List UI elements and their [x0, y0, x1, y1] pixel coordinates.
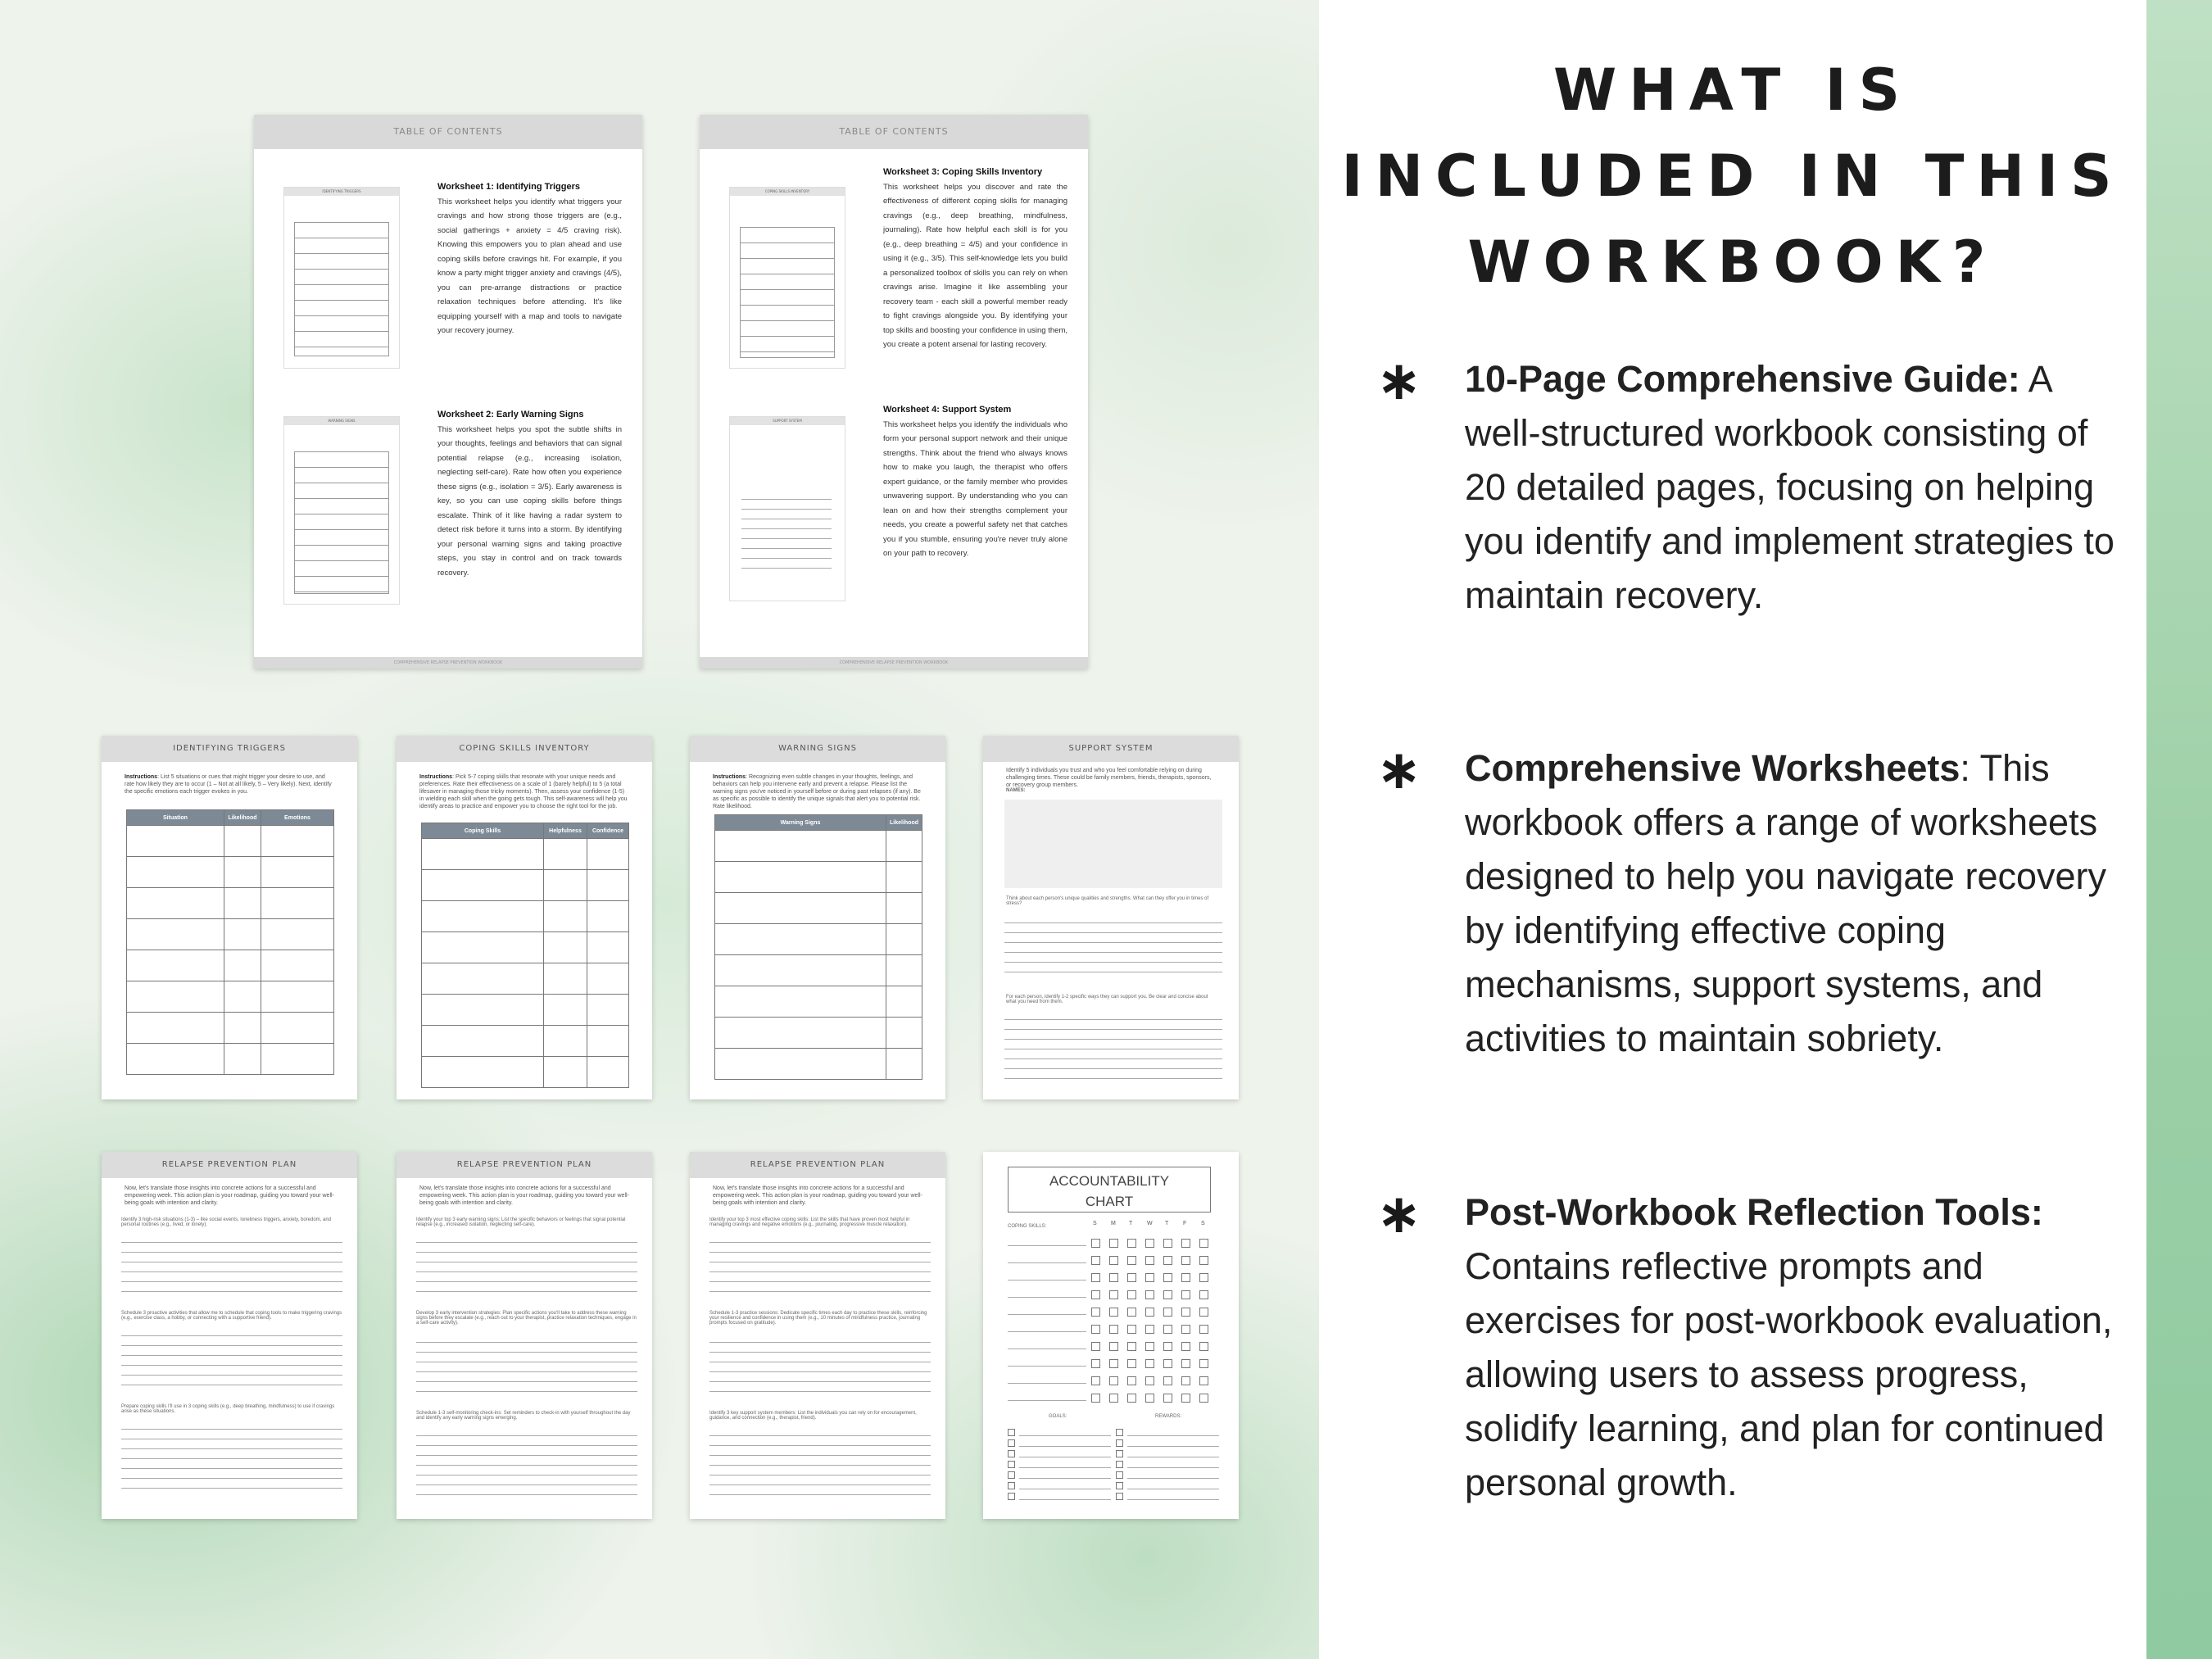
- habit-checkbox[interactable]: [1109, 1273, 1118, 1282]
- toc-thumb-2: [283, 416, 400, 605]
- habit-checkbox[interactable]: [1127, 1342, 1136, 1351]
- feature-bold: Post-Workbook Reflection Tools:: [1465, 1191, 2043, 1233]
- list-checkbox[interactable]: [1116, 1429, 1123, 1436]
- habit-checkbox[interactable]: [1163, 1290, 1172, 1299]
- habit-checkbox[interactable]: [1145, 1308, 1154, 1317]
- support-prompt-2: For each person, identify 1-2 specific ways they can support you. Be clear and concise about what you need from them.: [1006, 995, 1208, 1004]
- habit-line: [1008, 1297, 1086, 1298]
- toc-entry-body: This worksheet helps you discover and rate the effectiveness of different coping skills for managing cravings (e.g., deep breathing, mindfulness, journaling). Rate how helpful each skill is for you (e.g., deep breathing = 4/5) and your confidence in using it (e.g., 3/5). This self-knowledge lets you build a personalized toolbox of skills you can rely on when cravings arise. Imagine it like assembling your recovery team - each skill a powerful member ready to fight cravings alongside you. By identifying your top skills and boosting your confidence in using them, you create a potent arsenal for lasting recovery.: [883, 182, 1067, 349]
- toc-entry-heading: Worksheet 4: Support System: [883, 405, 1012, 415]
- col-warning-signs: Warning Signs: [715, 815, 886, 831]
- habit-checkbox[interactable]: [1109, 1256, 1118, 1265]
- toc-entry-text: [437, 180, 622, 338]
- toc-footer: COMPREHENSIVE RELAPSE PREVENTION WORKBOOK: [700, 657, 1088, 669]
- habit-checkbox[interactable]: [1199, 1308, 1208, 1317]
- col-confidence: Confidence: [587, 823, 629, 839]
- thumb-table: [294, 222, 389, 356]
- col-emotions: Emotions: [261, 810, 334, 826]
- habit-checkbox[interactable]: [1145, 1376, 1154, 1385]
- habit-checkbox[interactable]: [1163, 1376, 1172, 1385]
- day-label: S: [1093, 1221, 1097, 1226]
- habit-checkbox[interactable]: [1091, 1394, 1100, 1403]
- habit-checkbox[interactable]: [1145, 1325, 1154, 1334]
- goals-list: [1008, 1429, 1114, 1511]
- toc-thumb-1: [283, 187, 400, 369]
- relapse-prompt-1: Identify your top 3 most effective coping skills: List the skills that have proven most helpful in managing cravings and negative emotions (e.g., journaling, progressive muscle relaxation).: [709, 1217, 910, 1227]
- worksheet-title: RELAPSE PREVENTION PLAN: [690, 1152, 945, 1178]
- habit-checkbox[interactable]: [1199, 1394, 1208, 1403]
- col-situation: Situation: [127, 810, 224, 826]
- habit-checkbox[interactable]: [1127, 1256, 1136, 1265]
- worksheet-title: IDENTIFYING TRIGGERS: [102, 736, 357, 762]
- habit-checkbox[interactable]: [1181, 1342, 1190, 1351]
- col-likelihood: Likelihood: [224, 810, 261, 826]
- list-line: [1127, 1499, 1219, 1500]
- instructions-text: : List 5 situations or cues that might trigger your desire to use, and rate how likely they are to occur (1 – Not at all likely, 5 – Very likely). Next, identify the specific emotions each trigger evokes in you.: [125, 774, 332, 795]
- asterisk-icon: ∗: [1376, 738, 1422, 801]
- habit-line: [1008, 1366, 1086, 1367]
- toc-thumb-title: SUPPORT SYSTEM: [730, 417, 845, 425]
- relapse-prompt-3: Identify 3 key support system members: List the individuals you can rely on for encouragement, guidance, and connection (e.g., therapist, friend).: [709, 1411, 917, 1421]
- worksheet-instructions: [397, 762, 652, 810]
- relapse-lines-3: [121, 1429, 342, 1498]
- habit-line: [1008, 1383, 1086, 1384]
- list-checkbox[interactable]: [1008, 1450, 1015, 1457]
- habit-checkbox[interactable]: [1163, 1256, 1172, 1265]
- day-label: T: [1165, 1221, 1169, 1226]
- habit-checkbox[interactable]: [1127, 1376, 1136, 1385]
- asterisk-icon: ∗: [1376, 349, 1422, 412]
- goals-label: GOALS:: [1049, 1414, 1067, 1419]
- title-line-2: INCLUDED IN THIS: [1341, 143, 2124, 210]
- title-line-3: WORKBOOK?: [1467, 229, 1998, 296]
- list-checkbox[interactable]: [1008, 1439, 1015, 1447]
- habit-checkbox[interactable]: [1127, 1325, 1136, 1334]
- names-box: [1004, 800, 1222, 888]
- asterisk-icon: ∗: [1376, 1182, 1422, 1245]
- habit-checkbox[interactable]: [1163, 1239, 1172, 1248]
- relapse-prompt-2: Schedule 3 proactive activities that allow me to schedule that coping tools to make triggering cravings (e.g., exercise class, a hobby, or connecting with a supportive friend).: [121, 1311, 342, 1321]
- habit-checkbox[interactable]: [1163, 1308, 1172, 1317]
- accountability-chart: [983, 1152, 1239, 1519]
- support-prompt-1: Think about each person's unique qualities and strengths. What can they offer you in times of stress?: [1006, 896, 1209, 906]
- toc-entry-heading: Worksheet 3: Coping Skills Inventory: [883, 167, 1043, 177]
- list-line: [1019, 1446, 1111, 1447]
- habit-checkbox[interactable]: [1145, 1239, 1154, 1248]
- habit-checkbox[interactable]: [1181, 1394, 1190, 1403]
- day-label: M: [1111, 1221, 1116, 1226]
- feature-text: [1465, 352, 2120, 623]
- habit-checkbox[interactable]: [1109, 1325, 1118, 1334]
- list-checkbox[interactable]: [1116, 1471, 1123, 1479]
- habit-checkbox[interactable]: [1199, 1239, 1208, 1248]
- habit-checkbox[interactable]: [1145, 1256, 1154, 1265]
- toc-entry-text: [883, 165, 1067, 352]
- day-label: T: [1129, 1221, 1133, 1226]
- col-coping-skills: Coping Skills: [422, 823, 544, 839]
- instructions-label: Instructions: [419, 774, 453, 780]
- thumb-table: [740, 227, 835, 358]
- toc-entry-body: This worksheet helps you spot the subtle shifts in your thoughts, feelings and behaviors that can signal potential relapse (e.g., increasing isolation, neglecting self-care). Rate how often you experience these signs (e.g., isolation = 3/5). Early awareness is key, so you can use coping skills before things escalate. Think of it like having a radar system to detect risk before it turns into a storm. By identifying your personal warning signs and taking proactive steps, you stay in control and on track towards recovery.: [437, 424, 622, 578]
- day-label: F: [1183, 1221, 1187, 1226]
- relapse-prompt-3: Prepare coping skills I'll use in 3 coping skills (e.g., deep breathing, mindfulness) to use if cravings arise as these situations.: [121, 1404, 335, 1414]
- habit-checkbox[interactable]: [1163, 1273, 1172, 1282]
- thumb-table: [294, 451, 389, 594]
- support-intro: Identify 5 individuals you trust and who you feel comfortable relying on during challenging times. These could be family members, friends, therapists, sponsors, or recovery group members.: [1006, 768, 1212, 788]
- relapse-prompt-2: Schedule 1-3 practice sessions: Dedicate specific times each day to practice these skills, reinforcing your resilience and confidence in using them (e.g., 10 minutes of mindfulness practice, journaling prompts focused on gratitude).: [709, 1311, 927, 1326]
- habit-checkbox[interactable]: [1199, 1342, 1208, 1351]
- toc-thumb-title: WARNING SIGNS: [284, 417, 399, 425]
- habit-checkbox[interactable]: [1109, 1239, 1118, 1248]
- habit-checkbox[interactable]: [1091, 1308, 1100, 1317]
- habit-checkbox[interactable]: [1145, 1359, 1154, 1368]
- habit-checkbox[interactable]: [1091, 1239, 1100, 1248]
- relapse-lines-1: [709, 1242, 931, 1301]
- habit-checkbox[interactable]: [1163, 1359, 1172, 1368]
- habit-checkbox[interactable]: [1127, 1359, 1136, 1368]
- relapse-lines-1: [121, 1242, 342, 1301]
- habit-checkbox[interactable]: [1091, 1256, 1100, 1265]
- accountability-title-line-2: CHART: [1085, 1194, 1134, 1209]
- habit-checkbox[interactable]: [1199, 1359, 1208, 1368]
- names-label: NAMES:: [1006, 788, 1026, 793]
- relapse-plan-1: [102, 1152, 357, 1519]
- habit-checkbox[interactable]: [1109, 1308, 1118, 1317]
- habit-line: [1008, 1245, 1086, 1246]
- relapse-lines-2: [121, 1335, 342, 1394]
- toc-entry-heading: Worksheet 1: Identifying Triggers: [437, 182, 580, 192]
- coping-table: [421, 823, 629, 1088]
- feature-body: : This workbook offers a range of worksheets designed to help you navigate recovery by identifying effective coping mechanisms, support systems, and activities to maintain sobriety.: [1465, 747, 2107, 1059]
- habit-checkbox[interactable]: [1127, 1273, 1136, 1282]
- relapse-lines-1: [416, 1242, 637, 1301]
- worksheet-instructions: [690, 762, 945, 810]
- decorative-strip: [2146, 0, 2212, 1659]
- list-line: [1127, 1467, 1219, 1468]
- toc-entry-body: This worksheet helps you identify the individuals who form your personal support network and their unique strengths. Think about the friend who always knows how to make you laugh, the therapist who offers expert guidance, or the family member who provides unwavering support. By understanding who you can lean on and how their strengths complement your needs, you create a powerful safety net that catches you if you stumble, ensuring you're never truly alone on your path to recovery.: [883, 419, 1067, 558]
- habit-checkbox[interactable]: [1163, 1342, 1172, 1351]
- toc-header: TABLE OF CONTENTS: [254, 115, 642, 149]
- thumb-lines: [741, 499, 832, 578]
- habit-checkbox[interactable]: [1091, 1342, 1100, 1351]
- habit-line: [1008, 1280, 1086, 1281]
- habit-checkbox[interactable]: [1127, 1239, 1136, 1248]
- list-line: [1019, 1435, 1111, 1436]
- habit-checkbox[interactable]: [1181, 1256, 1190, 1265]
- instructions-label: Instructions: [125, 774, 158, 780]
- day-label: S: [1201, 1221, 1205, 1226]
- feature-body: Contains reflective prompts and exercises for post-workbook evaluation, allowing users to assess progress, solidify learning, and plan for continued personal growth.: [1465, 1245, 2113, 1503]
- title-line-1: WHAT IS: [1552, 57, 1913, 124]
- toc-entry-heading: Worksheet 2: Early Warning Signs: [437, 410, 584, 419]
- toc-thumb-4: [729, 416, 845, 601]
- days-row: [1091, 1221, 1222, 1231]
- habit-checkbox[interactable]: [1181, 1239, 1190, 1248]
- relapse-intro: Now, let's translate those insights into concrete actions for a successful and empowering week. This action plan is your roadmap, guiding you toward your well-being goals with intention and clarity.: [125, 1185, 334, 1206]
- warning-table: [714, 814, 922, 1080]
- habit-checkbox[interactable]: [1109, 1342, 1118, 1351]
- support-lines-1: [1004, 922, 1222, 981]
- list-checkbox[interactable]: [1116, 1461, 1123, 1468]
- feature-bold: 10-Page Comprehensive Guide:: [1465, 358, 2020, 400]
- accountability-title-line-1: ACCOUNTABILITY: [1049, 1173, 1170, 1189]
- feature-text: [1465, 1185, 2120, 1510]
- day-label: W: [1147, 1221, 1153, 1226]
- habit-checkbox[interactable]: [1145, 1290, 1154, 1299]
- habit-checkbox[interactable]: [1199, 1325, 1208, 1334]
- habit-checkbox[interactable]: [1109, 1359, 1118, 1368]
- toc-thumb-title: IDENTIFYING TRIGGERS: [284, 188, 399, 196]
- habit-checkbox[interactable]: [1127, 1290, 1136, 1299]
- instructions-text: : Pick 5-7 coping skills that resonate with your unique needs and preferences. Rate their effectiveness on a scale of 1 (barely helpful) to 5 (a total lifesaver in managing those tricky moments). Then, assess your confidence (1-5) in wielding each skill when the going gets tough. This self-awareness will help you identify areas to practice and empower you to choose the right tool for the job.: [419, 774, 628, 809]
- coping-skills-label: COPING SKILLS:: [1008, 1224, 1047, 1229]
- habit-checkbox[interactable]: [1181, 1273, 1190, 1282]
- habit-line: [1008, 1314, 1086, 1315]
- list-checkbox[interactable]: [1008, 1429, 1015, 1436]
- list-checkbox[interactable]: [1008, 1482, 1015, 1489]
- habit-checkbox[interactable]: [1109, 1376, 1118, 1385]
- relapse-lines-3: [416, 1435, 637, 1504]
- list-checkbox[interactable]: [1116, 1493, 1123, 1500]
- habit-checkbox[interactable]: [1091, 1325, 1100, 1334]
- support-lines-2: [1004, 1019, 1222, 1088]
- habit-checkbox[interactable]: [1127, 1308, 1136, 1317]
- relapse-plan-3: [690, 1152, 945, 1519]
- relapse-prompt-1: Identify your top 3 early warning signs: List the specific behaviors or feelings that signal potential relapse (e.g., increased isolation, neglecting self-care).: [416, 1217, 626, 1227]
- habit-checkbox[interactable]: [1145, 1273, 1154, 1282]
- relapse-prompt-1: Identify 3 high-risk situations (1-3) – like social events, loneliness triggers, anxiety, boredom, and personal routines (e.g., lived, or lonely).: [121, 1217, 332, 1227]
- toc-page-2: [700, 115, 1088, 669]
- relapse-lines-3: [709, 1435, 931, 1504]
- relapse-intro: Now, let's translate those insights into concrete actions for a successful and empowering week. This action plan is your roadmap, guiding you toward your well-being goals with intention and clarity.: [419, 1185, 629, 1206]
- list-line: [1019, 1467, 1111, 1468]
- feature-text: [1465, 741, 2120, 1066]
- triggers-table: [126, 809, 334, 1075]
- panel-title: [1319, 48, 2146, 306]
- habit-line: [1008, 1262, 1086, 1263]
- relapse-lines-2: [709, 1342, 931, 1401]
- toc-header: TABLE OF CONTENTS: [700, 115, 1088, 149]
- habit-line: [1008, 1331, 1086, 1332]
- relapse-lines-2: [416, 1342, 637, 1401]
- toc-thumb-3: [729, 187, 845, 369]
- feature-body: A well-structured workbook consisting of 20 detailed pages, focusing on helping you identify and implement strategies to maintain recovery.: [1465, 358, 2115, 616]
- habit-checkbox[interactable]: [1163, 1325, 1172, 1334]
- list-line: [1127, 1435, 1219, 1436]
- list-line: [1019, 1499, 1111, 1500]
- worksheet-title: RELAPSE PREVENTION PLAN: [102, 1152, 357, 1178]
- habit-checkbox[interactable]: [1091, 1273, 1100, 1282]
- habit-checkbox[interactable]: [1109, 1290, 1118, 1299]
- relapse-prompt-3: Schedule 1-3 self-monitoring check-ins: Set reminders to check-in with yourself throughout the day and identify any early warning signs emerging.: [416, 1411, 631, 1421]
- habit-checkbox[interactable]: [1091, 1376, 1100, 1385]
- habit-checkbox[interactable]: [1163, 1394, 1172, 1403]
- habit-checkbox[interactable]: [1199, 1273, 1208, 1282]
- rewards-list: [1116, 1429, 1222, 1511]
- relapse-plan-2: [397, 1152, 652, 1519]
- list-checkbox[interactable]: [1116, 1439, 1123, 1447]
- list-checkbox[interactable]: [1008, 1461, 1015, 1468]
- worksheet-title: RELAPSE PREVENTION PLAN: [397, 1152, 652, 1178]
- habit-checkbox[interactable]: [1181, 1308, 1190, 1317]
- habit-checkbox[interactable]: [1199, 1256, 1208, 1265]
- habit-checkbox[interactable]: [1127, 1394, 1136, 1403]
- worksheet-title: COPING SKILLS INVENTORY: [397, 736, 652, 762]
- list-checkbox[interactable]: [1116, 1482, 1123, 1489]
- habit-checkbox[interactable]: [1199, 1290, 1208, 1299]
- habit-checkbox[interactable]: [1091, 1359, 1100, 1368]
- habit-checkbox[interactable]: [1181, 1325, 1190, 1334]
- toc-entry-text: [437, 408, 622, 580]
- relapse-prompt-2: Develop 3 early intervention strategies: Plan specific actions you'll take to address these warning signs before they escalate (e.g., reach out to your therapist, practice relaxation techniques, engage in a self-care activity).: [416, 1311, 637, 1326]
- habit-checkbox[interactable]: [1181, 1290, 1190, 1299]
- habit-checkbox[interactable]: [1091, 1290, 1100, 1299]
- info-panel: [1319, 0, 2146, 1659]
- worksheet-title: WARNING SIGNS: [690, 736, 945, 762]
- list-checkbox[interactable]: [1008, 1471, 1015, 1479]
- instructions-label: Instructions: [713, 774, 746, 780]
- list-checkbox[interactable]: [1008, 1493, 1015, 1500]
- habit-grid: [1008, 1237, 1229, 1409]
- worksheet-triggers: [102, 736, 357, 1099]
- toc-entry-text: [883, 403, 1067, 561]
- worksheet-instructions: [102, 762, 357, 796]
- worksheet-support: [983, 736, 1239, 1099]
- rewards-label: REWARDS:: [1155, 1414, 1182, 1419]
- list-checkbox[interactable]: [1116, 1450, 1123, 1457]
- habit-line: [1008, 1400, 1086, 1401]
- feature-bold: Comprehensive Worksheets: [1465, 747, 1960, 789]
- habit-checkbox[interactable]: [1181, 1359, 1190, 1368]
- worksheet-title: SUPPORT SYSTEM: [983, 736, 1239, 762]
- toc-page-1: [254, 115, 642, 669]
- col-helpfulness: Helpfulness: [544, 823, 587, 839]
- toc-thumb-title: COPING SKILLS INVENTORY: [730, 188, 845, 196]
- instructions-text: : Recognizing even subtle changes in your thoughts, feelings, and behaviors can help you intervene early and prevent a relapse. Please list the warning signs you've noticed in yourself before or during past relapses (if any). Be as specific as possible to identify the unique signals that alert you to potential risk. Rate likelihood.: [713, 774, 921, 809]
- toc-entry-body: This worksheet helps you identify what triggers your cravings and how strong those triggers are (e.g., social gatherings + anxiety = 4/5 craving risk). Knowing this empowers you to plan ahead and use coping skills before cravings hit. For example, if you know a party might trigger anxiety and cravings (4/5), you can pre-arrange distractions or practice relaxation techniques before attending. It's like equipping yourself with a map and tools to navigate your recovery journey.: [437, 197, 622, 335]
- list-line: [1019, 1478, 1111, 1479]
- accountability-title: [1008, 1167, 1211, 1213]
- habit-checkbox[interactable]: [1109, 1394, 1118, 1403]
- list-line: [1127, 1446, 1219, 1447]
- col-likelihood: Likelihood: [886, 815, 922, 831]
- habit-checkbox[interactable]: [1199, 1376, 1208, 1385]
- worksheet-warning: [690, 736, 945, 1099]
- habit-checkbox[interactable]: [1145, 1342, 1154, 1351]
- worksheet-coping: [397, 736, 652, 1099]
- habit-checkbox[interactable]: [1145, 1394, 1154, 1403]
- toc-footer: COMPREHENSIVE RELAPSE PREVENTION WORKBOOK: [254, 657, 642, 669]
- relapse-intro: Now, let's translate those insights into concrete actions for a successful and empowering week. This action plan is your roadmap, guiding you toward your well-being goals with intention and clarity.: [713, 1185, 922, 1206]
- list-line: [1127, 1478, 1219, 1479]
- habit-checkbox[interactable]: [1181, 1376, 1190, 1385]
